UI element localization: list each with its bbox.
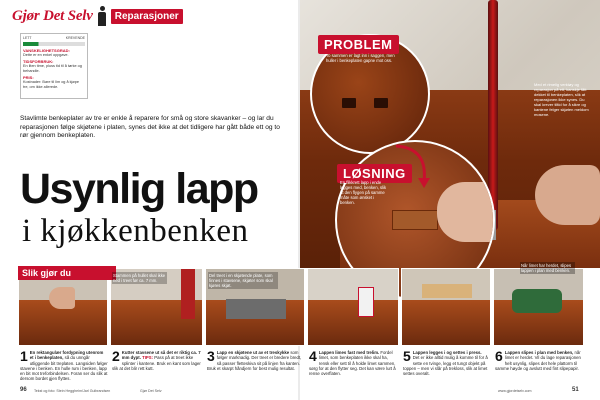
magazine-brand: [12, 4, 183, 28]
step-5-photo: [401, 268, 491, 346]
right-footer-url: www.gjordetselv.com: [498, 389, 532, 393]
step-3-text: [207, 350, 303, 371]
step-title: Lapp en skjøtene ut av et treskykke: [216, 350, 290, 355]
step-body: Pass på at treet ikke splinter i kantene. Bruk en kant som lager slik at det blir rett kutt.: [112, 355, 201, 371]
article-headline: Usynlig lapp: [20, 165, 258, 213]
step-4-text: [309, 350, 397, 376]
price-text: Kostnader: Bare til lim og å kjøpe tre, om ikke allerede.: [23, 80, 79, 89]
step-title: Kutter stavsene ut så det er riktig ca. 7 mm dypt.: [121, 350, 201, 361]
step-body: som følger marknadig. Der treet er bredere bredt, så passer fletteskiva sit på linjen fra kanten. Bruk et skarpt håndjern for best mulig resultat.: [207, 350, 302, 371]
step-2-text: [112, 350, 202, 371]
price-label: PRIS:: [23, 75, 34, 81]
difficulty-high-label: KREVENDE: [65, 36, 85, 40]
router-tool: [226, 299, 286, 319]
step-body: når limet er herdet. Vil du lage reparasjonen helt usynlig, slipes det hele plattorm til samme høyde og avslutt med fint slipepapir.: [495, 350, 581, 371]
handyman-icon: [96, 6, 108, 26]
pipe-hole: [342, 98, 356, 108]
step-title: Lappen slipes i plan med benken,: [504, 350, 574, 355]
countertop: [402, 300, 490, 345]
right-page-number: 51: [572, 387, 579, 393]
project-infobox: [20, 33, 88, 99]
step-title: Lappen legges i og settes i press.: [412, 350, 482, 355]
step-number: 5: [403, 348, 411, 364]
step-number: 3: [207, 348, 215, 364]
difficulty-label: VANSKELIGHETSGRAD:: [23, 48, 70, 53]
step-number: 4: [309, 348, 317, 364]
difficulty-text: Dette er en enkel oppgave.: [23, 53, 69, 57]
article-intro: Stavlimte benkeplater av tre er enkle å reparere for små og store skavanker – og lar du reparasjonen følge skjøtene i platen, synes det ikke at det tidligere har gått både ett og to rør gjennom benkeplaten.: [20, 115, 280, 140]
wood-block: [422, 284, 472, 298]
left-footer-credit: Tekst og foto: Stein Heggheim/Jarl Gulbrandsen: [34, 389, 111, 393]
sander-tool: [512, 289, 562, 313]
step-number: 1: [20, 348, 28, 364]
step-title: En rektangulær fordypning utenrom et i benkeplaten,: [29, 350, 104, 361]
side-caption: Med et rimelig verktøy og reparasjon på ett, kanskje fått dekket til benkeplaten, slik at reparasjonen ikke synes. Du skal krever tiltid for å sikre og kantene felger skjøten meldom mosene.: [534, 82, 589, 117]
step-tip-label: TIPS:: [142, 355, 154, 361]
step-4-photo: [307, 268, 399, 346]
problem-caption: To sammen er lagt inn i saggen, men huller i benkeplaten gapne mot oss.: [326, 53, 395, 63]
step-6-photo: [493, 268, 584, 346]
hand-photo: [437, 182, 495, 242]
step-body: så du unngår utliggende bit treplaten. Langsiden følger stavene i benken. En hulle rum i benken, lapp en bit mot treforbindelsen. Foran ser du slik at dersom bordet gjen flyttes.: [20, 355, 108, 382]
steps-header: Slik gjør du: [18, 266, 116, 280]
section-tag: Reparasjoner: [111, 9, 183, 24]
wood-patch: [392, 210, 438, 230]
step-body: Fordel limet, som benkeplaten ikke skal ha, rensk eller sett til å holde limet sammen, sørg for at den flytter seg. Det kan være lurt å rense overflaten.: [309, 350, 396, 377]
step-1-text: [20, 350, 108, 382]
left-footer-magazine: Gjør Det Selv: [140, 389, 162, 393]
step-body: Det er ikke alltid mulig å komme til for å sette en tvinge, legg et tungt objekt på toppen – men vi slår på trekloss, slik at limet settes overalt.: [403, 355, 488, 377]
solution-badge: LØSNING: [337, 164, 412, 183]
article-subheadline: i kjøkkenbenken: [22, 213, 249, 249]
step-6-overlay: Når limet har herdet, slipes lappen i plan med benken.: [520, 262, 575, 274]
step-6-text: [495, 350, 583, 371]
step-title: Lappen limes fast med trelim.: [318, 350, 380, 355]
solution-caption: En flikkrett lapp i ende legges med, benken, slik at den flygen på samme måte som ønsket i benken.: [340, 180, 387, 205]
countertop: [308, 300, 398, 345]
problem-badge: PROBLEM: [318, 35, 399, 54]
step-number: 6: [495, 348, 503, 364]
step-3-overlay: Del treet i en skjøtende plate, som finnes i stavsene, skjøter som skal kjøres skjøt.: [208, 272, 278, 289]
time-text: En liten time, pluss tid til å tørke og behandle.: [23, 64, 82, 73]
brand-title: Gjør Det Selv: [12, 7, 93, 24]
chisel-handle: [181, 269, 195, 319]
hand-photo: [535, 165, 600, 225]
glue-bottle: [358, 287, 374, 317]
left-page-number: 96: [20, 387, 27, 393]
step-number: 2: [112, 348, 120, 364]
time-label: TIDSFORBRUK:: [23, 59, 54, 65]
difficulty-low-label: LETT: [23, 36, 32, 40]
difficulty-scale: [23, 36, 85, 41]
step-5-text: [403, 350, 489, 376]
step-2-overlay: Stammen på hullet skal ikke ned i treet før ca. 7 mm.: [113, 273, 166, 283]
hand-photo: [49, 287, 75, 309]
pipe-hole: [374, 98, 388, 108]
difficulty-bar: [23, 42, 85, 46]
